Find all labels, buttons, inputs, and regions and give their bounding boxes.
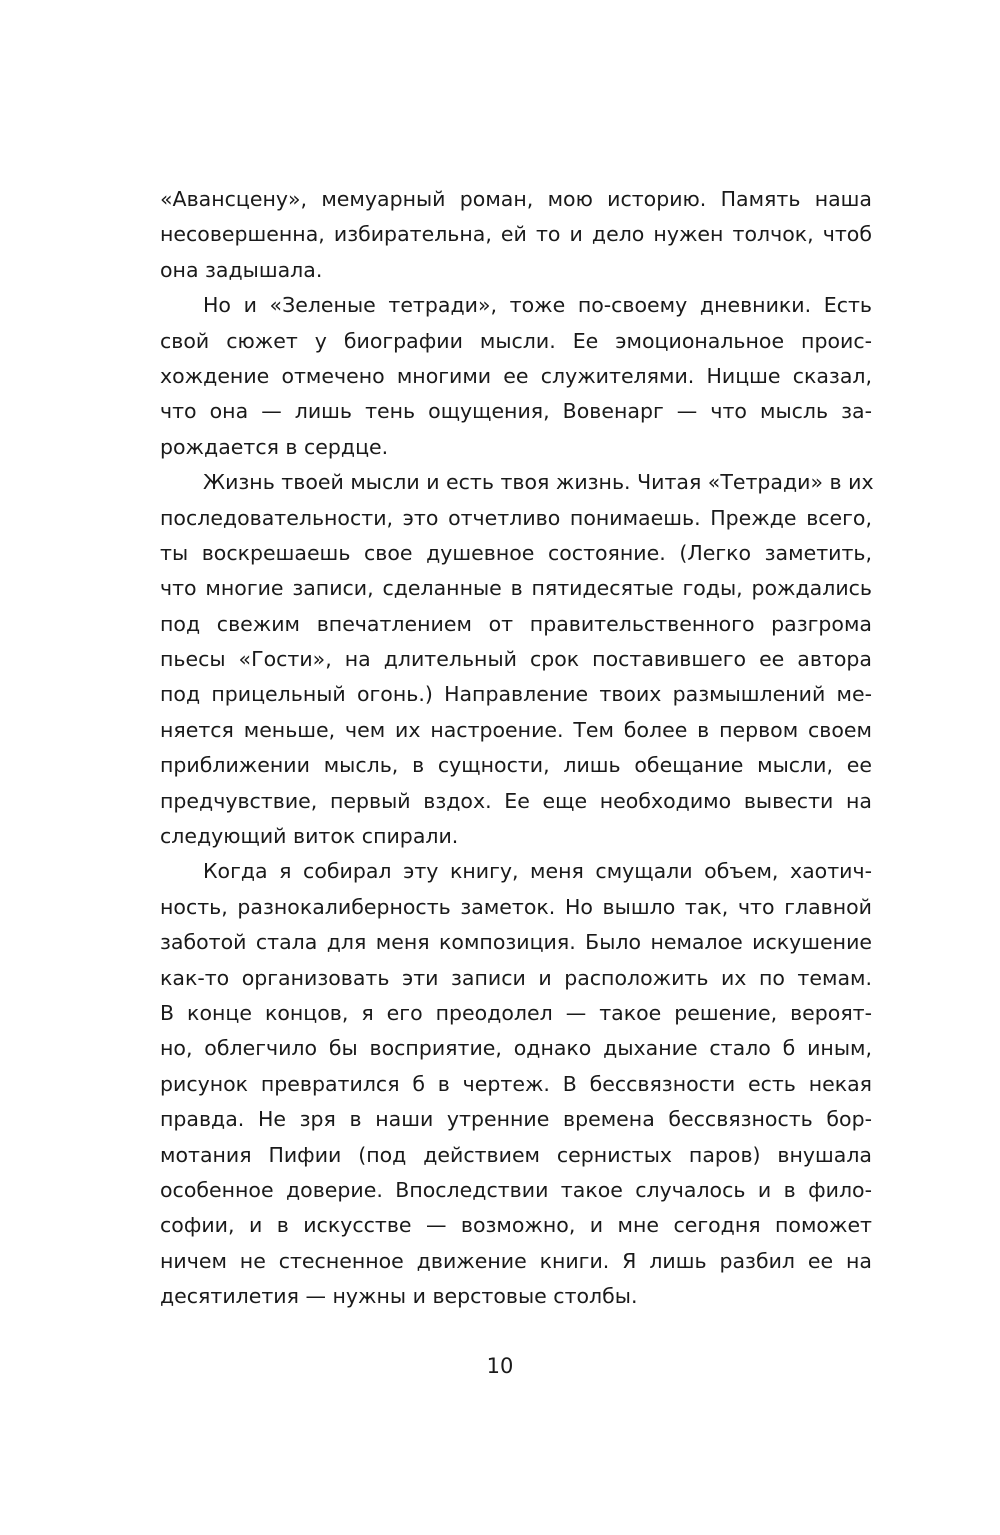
text-line: В конце концов, я его преодолел — такое решение, вероят- — [160, 1000, 872, 1025]
text-line: Жизнь твоей мысли и есть твоя жизнь. Читая «Тетради» в их — [203, 470, 874, 495]
text-line: как-то организовать эти записи и расположить их по темам. — [160, 965, 872, 990]
paragraph-4 — [160, 854, 872, 1314]
text-line: она задышала. — [160, 257, 323, 282]
text-line: что она — лишь тень ощущения, Вовенарг — что мысль за- — [160, 399, 872, 424]
text-line: ность, разнокалиберность заметок. Но вышло так, что главной — [160, 894, 872, 919]
text-line: особенное доверие. Впоследствии такое случалось и в фило- — [160, 1177, 872, 1202]
text-line: хождение отмечено многими ее служителями. Ницше сказал, — [160, 363, 872, 388]
text-line: правда. Не зря в наши утренние времена бессвязность бор- — [160, 1107, 872, 1132]
text-line: под свежим впечатлением от правительственного разгрома — [160, 611, 872, 636]
text-line: няется меньше, чем их настроение. Тем более в первом своем — [160, 717, 872, 742]
text-line: что многие записи, сделанные в пятидесятые годы, рождались — [160, 576, 872, 601]
paragraph-1 — [160, 182, 872, 288]
text-line: ничем не стесненное движение книги. Я лишь разбил ее на — [160, 1248, 872, 1273]
text-line: ты воскрешаешь свое душевное состояние. (Легко заметить, — [160, 540, 872, 565]
text-line: свой сюжет у биографии мысли. Ее эмоциональное проис- — [160, 328, 872, 353]
paragraph-2 — [160, 288, 872, 465]
text-line: рождается в сердце. — [160, 434, 389, 459]
text-line: под прицельный огонь.) Направление твоих размышлений ме- — [160, 682, 872, 707]
body-text — [160, 182, 872, 1315]
text-line: мотания Пифии (под действием сернистых паров) внушала — [160, 1142, 872, 1167]
text-line: рисунок превратился б в чертеж. В бессвязности есть некая — [160, 1071, 872, 1096]
text-line: Когда я собирал эту книгу, меня смущали объем, хаотич- — [203, 859, 872, 884]
page-number: 10 — [486, 1354, 514, 1378]
text-line: «Авансцену», мемуарный роман, мою историю. Память наша — [160, 187, 872, 211]
text-line: следующий виток спирали. — [160, 824, 459, 849]
text-line: пьесы «Гости», на длительный срок поставившего ее автора — [160, 647, 872, 672]
text-line: софии, и в искусстве — возможно, и мне сегодня поможет — [160, 1213, 872, 1238]
text-line: десятилетия — нужны и верстовые столбы. — [160, 1284, 638, 1309]
text-line: приближении мысль, в сущности, лишь обещание мысли, ее — [160, 753, 872, 778]
text-line: Но и «Зеленые тетради», тоже по-своему дневники. Есть — [203, 293, 872, 318]
text-line: последовательности, это отчетливо понимаешь. Прежде всего, — [160, 505, 872, 530]
text-line: заботой стала для меня композиция. Было немалое искушение — [160, 930, 872, 955]
paragraph-3 — [160, 465, 872, 854]
text-line: предчувствие, первый вздох. Ее еще необходимо вывести на — [160, 788, 872, 813]
text-line: но, облегчило бы восприятие, однако дыхание стало б иным, — [160, 1036, 872, 1061]
text-line: несовершенна, избирательна, ей то и дело нужен толчок, чтоб — [160, 222, 872, 247]
